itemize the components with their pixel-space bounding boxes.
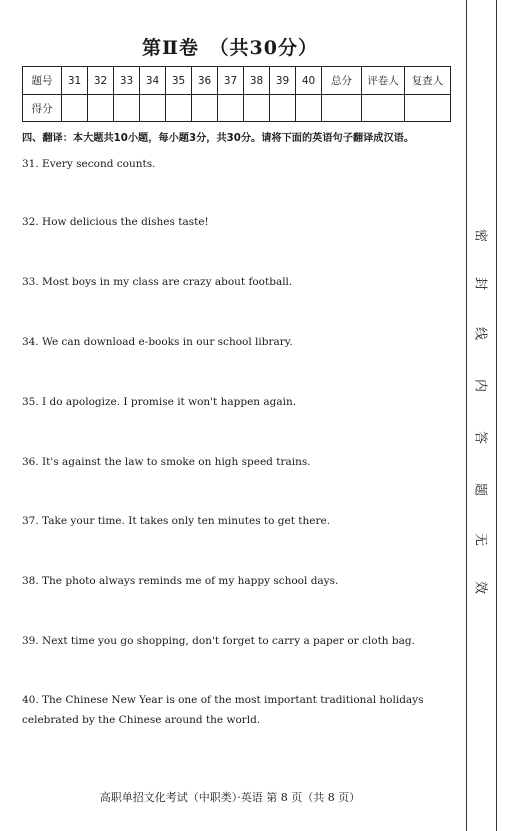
score-table-score-row xyxy=(23,95,451,122)
question-36: 36. It's against the law to smoke on high speed trains. xyxy=(22,456,311,468)
score-header-cell: 38 xyxy=(244,67,270,95)
seal-line-char: 线 xyxy=(473,325,492,343)
score-table-header-row xyxy=(23,67,451,95)
seal-line-char: 无 xyxy=(473,531,492,549)
score-entry-cell[interactable] xyxy=(192,95,218,122)
question-40: 40. The Chinese New Year is one of the most important traditional holidays celebrated by the Chinese around the world. xyxy=(22,694,424,726)
score-header-cell: 35 xyxy=(166,67,192,95)
score-header-cell: 31 xyxy=(62,67,88,95)
seal-line-char: 封 xyxy=(473,275,492,293)
score-entry-cell[interactable] xyxy=(362,95,405,122)
seal-rule-inner xyxy=(466,0,467,831)
seal-line-char: 效 xyxy=(473,579,492,597)
score-header-cell: 34 xyxy=(140,67,166,95)
seal-line-char: 答 xyxy=(473,429,492,447)
score-entry-cell[interactable] xyxy=(62,95,88,122)
question-37: 37. Take your time. It takes only ten minutes to get there. xyxy=(22,515,331,527)
score-header-cell: 32 xyxy=(88,67,114,95)
score-entry-cell[interactable] xyxy=(218,95,244,122)
score-header-cell: 33 xyxy=(114,67,140,95)
score-entry-cell[interactable] xyxy=(244,95,270,122)
question-39: 39. Next time you go shopping, don't forget to carry a paper or cloth bag. xyxy=(22,635,415,647)
score-table xyxy=(22,66,451,122)
score-header-cell: 37 xyxy=(218,67,244,95)
score-entry-cell[interactable] xyxy=(140,95,166,122)
score-entry-cell[interactable] xyxy=(405,95,451,122)
score-entry-cell[interactable] xyxy=(296,95,322,122)
score-header-cell: 复查人 xyxy=(405,67,451,95)
question-38: 38. The photo always reminds me of my happy school days. xyxy=(22,575,339,587)
score-header-cell: 39 xyxy=(270,67,296,95)
score-entry-cell[interactable] xyxy=(322,95,362,122)
question-34: 34. We can download e-books in our school library. xyxy=(22,336,293,348)
score-header-cell: 题号 xyxy=(23,67,62,95)
score-entry-cell[interactable] xyxy=(114,95,140,122)
question-33: 33. Most boys in my class are crazy about football. xyxy=(22,276,293,288)
question-31: 31. Every second counts. xyxy=(22,158,156,170)
page-footer: 高职单招文化考试（中职类）·英语 第 8 页（共 8 页） xyxy=(99,791,361,804)
seal-line-char: 密 xyxy=(473,227,492,245)
score-header-cell: 40 xyxy=(296,67,322,95)
score-header-cell: 36 xyxy=(192,67,218,95)
score-header-cell: 评卷人 xyxy=(362,67,405,95)
page-title: 第Ⅱ卷 （共30分） xyxy=(142,37,318,59)
question-32: 32. How delicious the dishes taste! xyxy=(22,216,209,228)
seal-rule-outer xyxy=(496,0,497,831)
score-entry-cell[interactable] xyxy=(270,95,296,122)
score-entry-cell[interactable] xyxy=(88,95,114,122)
seal-line-char: 内 xyxy=(473,377,492,395)
question-35: 35. I do apologize. I promise it won't happen again. xyxy=(22,396,297,408)
score-entry-cell[interactable] xyxy=(166,95,192,122)
score-header-cell: 总分 xyxy=(322,67,362,95)
seal-line-char: 题 xyxy=(473,481,492,499)
section-heading: 四、翻译：本大题共10小题，每小题3分，共30分。请将下面的英语句子翻译成汉语。 xyxy=(22,133,415,144)
score-row-label: 得分 xyxy=(23,95,62,122)
